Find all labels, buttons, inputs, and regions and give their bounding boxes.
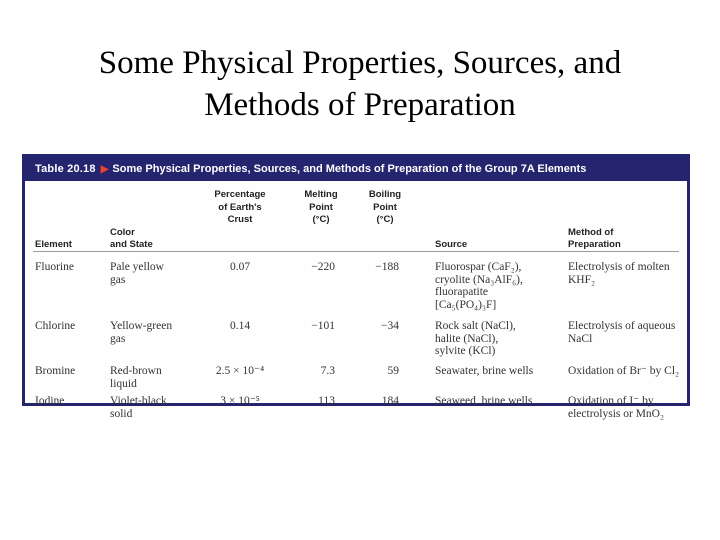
cell-method: Electrolysis of aqueous NaCl [568,320,676,345]
cell-color-state: Red-brown liquid [110,365,162,390]
table-number: Table 20.18 [35,163,96,175]
cell-color-state: Yellow-green gas [110,320,173,345]
cell-source: Seawater, brine wells [435,365,534,377]
slide-title [0,42,720,126]
table-row-chlorine: Chlorine [35,320,76,332]
cell-percentage: 0.07 [229,261,251,273]
header-percentage: Percentage of Earth's Crust [214,189,266,225]
header-melting-point: Melting Point (°C) [304,189,338,225]
table-caption [25,157,687,181]
cell-percentage: 3 × 10⁻⁵ [220,395,260,407]
cell-color-state: Violet-black solid [110,395,167,420]
header-divider [33,251,679,252]
table-caption-text: Some Physical Properties, Sources, and Methods of Preparation of the Group 7A Elements [112,163,587,175]
slide-title-line-2: Methods of Preparation [204,87,516,123]
header-color-state: Color and State [110,226,153,250]
cell-melting-point: 113 [318,395,335,407]
cell-percentage: 2.5 × 10⁻⁴ [215,365,265,377]
table-row-iodine: Iodine [35,395,65,407]
cell-method: Oxidation of Br⁻ by Cl₂ [568,365,680,377]
cell-source: Fluorospar (CaF₂), cryolite (Na₃AlF₆), fluorapatite [Ca₅(PO₄)₃F] [435,261,523,311]
cell-boiling-point: −188 [375,261,399,273]
header-element: Element [35,239,72,250]
table-row-bromine: Bromine [35,365,76,377]
header-boiling-point: Boiling Point (°C) [368,189,402,225]
cell-boiling-point: 59 [387,365,399,377]
caption-arrow-icon: ▶ [100,164,109,175]
cell-source: Seaweed, brine wells [435,395,533,407]
cell-method: Oxidation of I⁻ by electrolysis or MnO₂ [568,395,664,420]
cell-percentage: 0.14 [229,320,251,332]
table-row-fluorine: Fluorine [35,261,74,273]
cell-melting-point: −220 [311,261,335,273]
properties-table [22,154,690,420]
slide-title-line-1: Some Physical Properties, Sources, and [98,45,622,81]
header-source: Source [435,239,468,250]
cell-source: Rock salt (NaCl), halite (NaCl), sylvite (KCl) [435,320,516,357]
cell-boiling-point: 184 [381,395,399,407]
cell-melting-point: −101 [311,320,335,332]
cell-boiling-point: −34 [381,320,399,332]
cell-color-state: Pale yellow gas [110,261,164,286]
cell-melting-point: 7.3 [320,365,335,377]
cell-method: Electrolysis of molten KHF₂ [568,261,670,286]
header-method: Method of Preparation [568,226,621,250]
